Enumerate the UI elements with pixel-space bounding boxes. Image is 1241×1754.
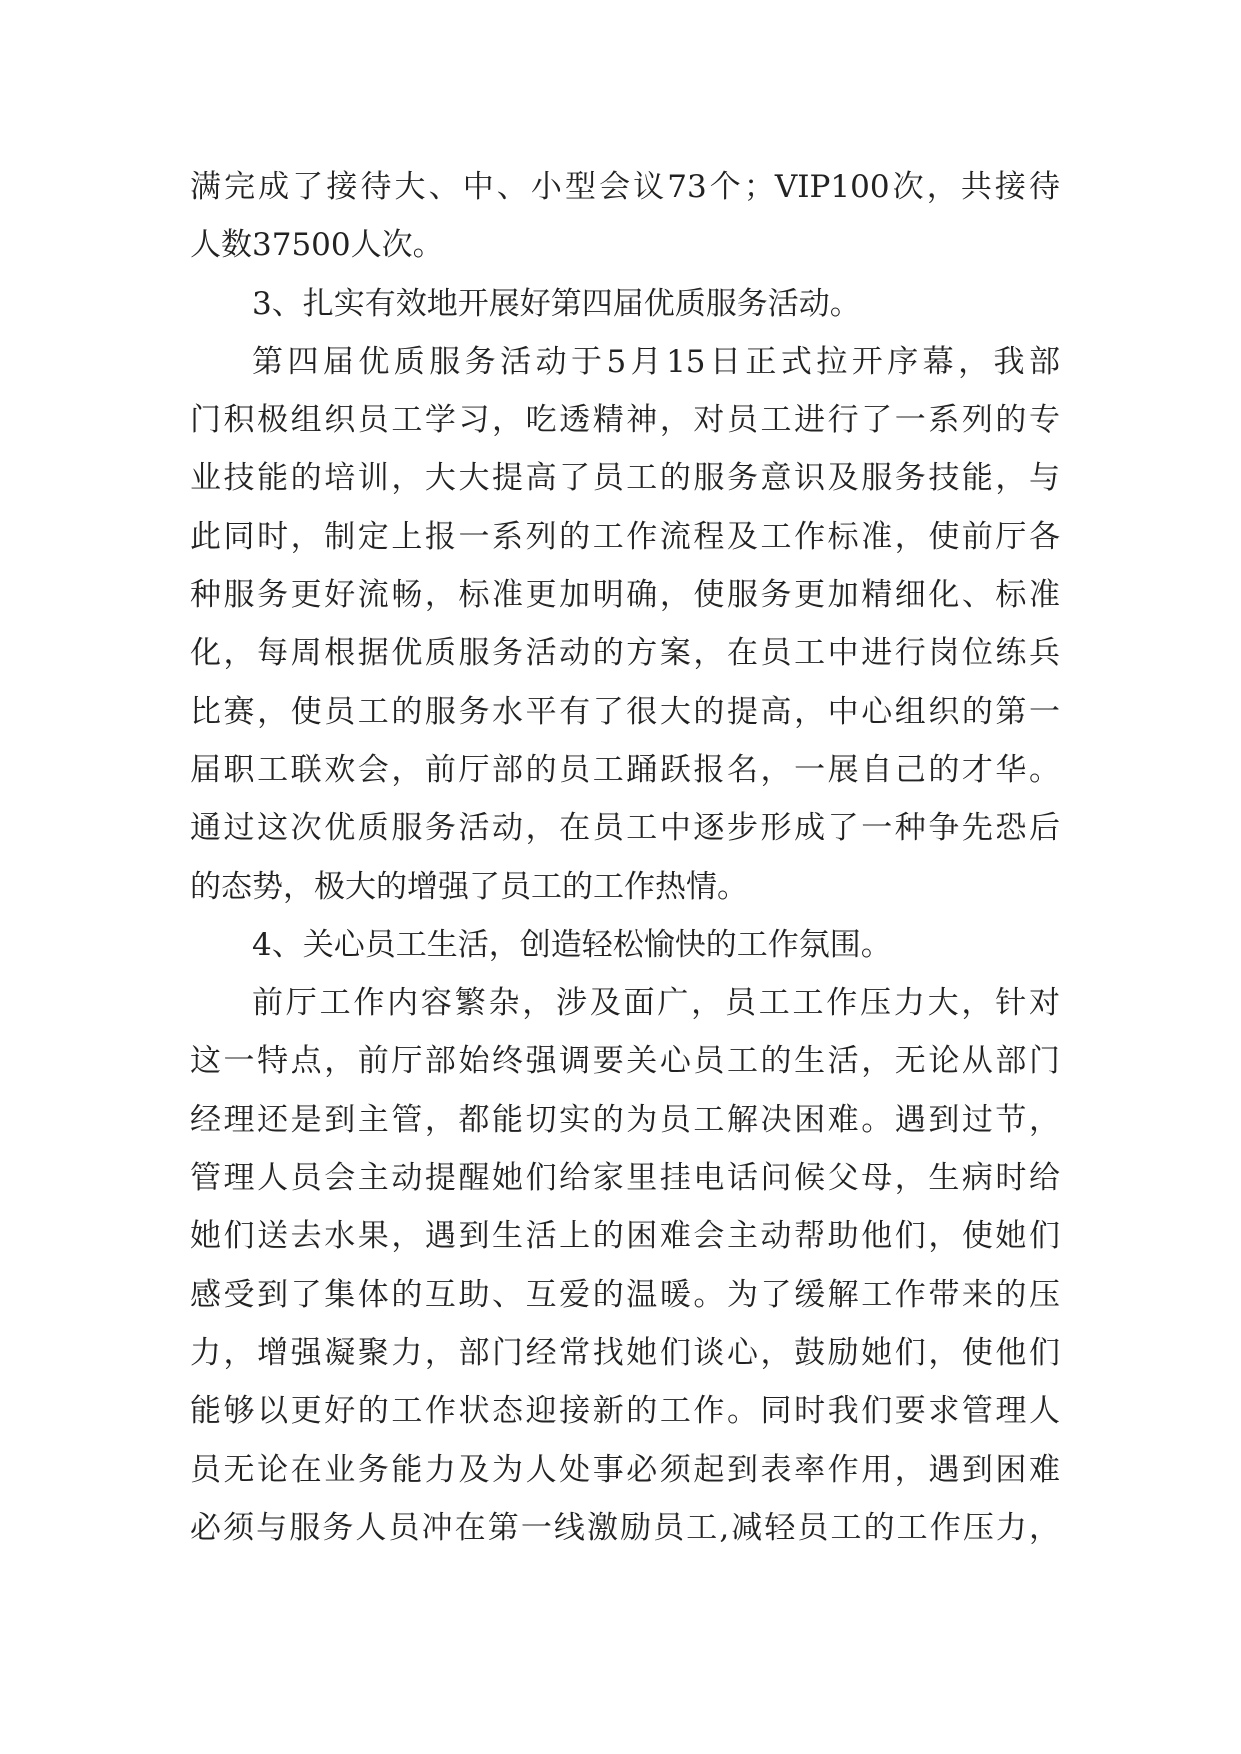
text-line: 的态势，极大的增强了员工的工作热情。	[190, 868, 748, 905]
text-line: 门积极组织员工学习，吃透精神，对员工进行了一系列的专	[190, 402, 1060, 439]
text-line: 4、关心员工生活，创造轻松愉快的工作氛围。	[252, 926, 892, 963]
text-line: 届职工联欢会，前厅部的员工踊跃报名，一展自己的才华。	[190, 751, 1060, 788]
text-line: 比赛，使员工的服务水平有了很大的提高，中心组织的第一	[190, 693, 1060, 730]
text-line: 能够以更好的工作状态迎接新的工作。同时我们要求管理人	[190, 1393, 1060, 1430]
text-line: 经理还是到主管，都能切实的为员工解决困难。遇到过节，	[190, 1101, 1060, 1138]
text-line: 满完成了接待大、中、小型会议73个；VIP100次，共接待	[190, 169, 1060, 205]
text-line: 种服务更好流畅，标准更加明确，使服务更加精细化、标准	[190, 577, 1060, 614]
text-line: 3、扎实有效地开展好第四届优质服务活动。	[252, 285, 861, 322]
text-line: 力，增强凝聚力，部门经常找她们谈心，鼓励她们，使他们	[190, 1334, 1060, 1371]
body-text	[190, 158, 1060, 1557]
text-line: 业技能的培训，大大提高了员工的服务意识及服务技能，与	[190, 460, 1060, 497]
text-line: 人数37500人次。	[190, 227, 444, 264]
text-line: 化，每周根据优质服务活动的方案，在员工中进行岗位练兵	[190, 635, 1060, 672]
text-line: 这一特点，前厅部始终强调要关心员工的生活，无论从部门	[190, 1043, 1060, 1080]
text-line: 前厅工作内容繁杂，涉及面广，员工工作压力大，针对	[252, 985, 1060, 1022]
text-line: 感受到了集体的互助、互爱的温暖。为了缓解工作带来的压	[190, 1276, 1060, 1313]
text-line: 通过这次优质服务活动，在员工中逐步形成了一种争先恐后	[190, 810, 1060, 847]
text-line: 管理人员会主动提醒她们给家里挂电话问候父母，生病时给	[190, 1160, 1060, 1197]
text-line: 第四届优质服务活动于5月15日正式拉开序幕，我部	[252, 343, 1060, 380]
text-line: 必须与服务人员冲在第一线激励员工,减轻员工的工作压力，	[190, 1509, 1060, 1546]
text-line: 此同时，制定上报一系列的工作流程及工作标准，使前厅各	[190, 518, 1060, 555]
text-line: 她们送去水果，遇到生活上的困难会主动帮助他们，使她们	[190, 1218, 1060, 1255]
text-line: 员无论在业务能力及为人处事必须起到表率作用，遇到困难	[190, 1451, 1060, 1488]
